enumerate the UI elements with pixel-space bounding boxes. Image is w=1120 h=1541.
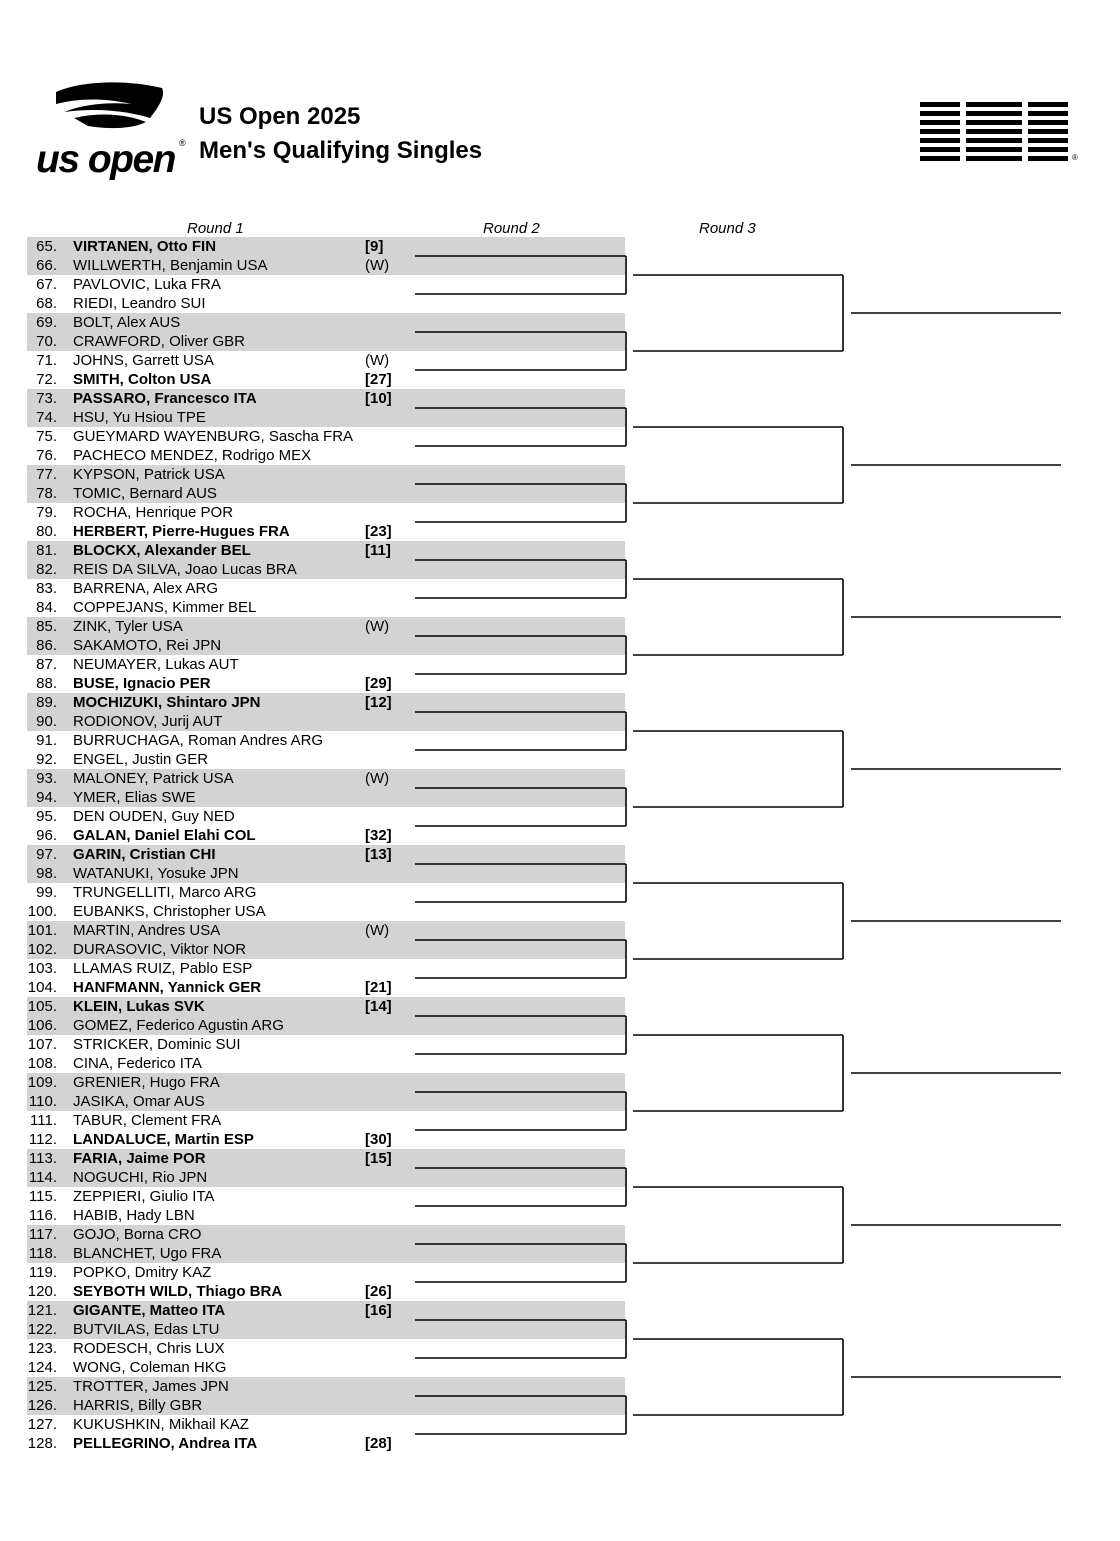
player-name: LANDALUCE, Martin ESP [73, 1131, 254, 1148]
round-2-label: Round 2 [483, 220, 540, 237]
seed-or-entry-tag: [14] [365, 998, 392, 1015]
player-name: SAKAMOTO, Rei JPN [73, 637, 222, 654]
entry-number: 119. [28, 1264, 57, 1281]
player-name: HABIB, Hady LBN [73, 1207, 195, 1224]
entry-number: 65. [36, 238, 57, 255]
entry-number: 86. [36, 637, 57, 654]
entry-number: 114. [28, 1169, 57, 1186]
player-name: WILLWERTH, Benjamin USA [73, 257, 268, 274]
seed-or-entry-tag: (W) [365, 770, 390, 787]
entry-number: 89. [36, 694, 57, 711]
entry-number: 66. [36, 257, 57, 274]
entry-number: 88. [36, 675, 57, 692]
entry-number: 93. [36, 770, 57, 787]
entry-number: 94. [36, 789, 57, 806]
player-name: GOJO, Borna CRO [73, 1226, 202, 1243]
seed-or-entry-tag: [9] [365, 238, 384, 255]
player-name: RIEDI, Leandro SUI [73, 295, 206, 312]
entry-number: 69. [36, 314, 57, 331]
player-name: BUTVILAS, Edas LTU [73, 1321, 220, 1338]
seed-or-entry-tag: (W) [365, 922, 390, 939]
seed-or-entry-tag: (W) [365, 618, 390, 635]
player-name: GOMEZ, Federico Agustin ARG [73, 1017, 284, 1034]
entry-number: 115. [28, 1188, 57, 1205]
entry-number: 109. [27, 1074, 57, 1091]
player-name: RODESCH, Chris LUX [73, 1340, 225, 1357]
seed-or-entry-tag: (W) [365, 352, 390, 369]
entry-number: 83. [36, 580, 57, 597]
entry-number: 108. [27, 1055, 57, 1072]
player-name: FARIA, Jaime POR [73, 1150, 206, 1167]
entry-number: 97. [36, 846, 57, 863]
entry-number: 103. [27, 960, 57, 977]
player-name: GALAN, Daniel Elahi COL [73, 827, 256, 844]
entry-number: 74. [36, 409, 57, 426]
entry-number: 81. [36, 542, 57, 559]
entry-number: 99. [36, 884, 57, 901]
player-name: HERBERT, Pierre-Hugues FRA [73, 523, 290, 540]
player-name: KYPSON, Patrick USA [73, 466, 225, 483]
seed-or-entry-tag: [12] [365, 694, 392, 711]
player-name: MARTIN, Andres USA [73, 922, 221, 939]
player-name: PACHECO MENDEZ, Rodrigo MEX [73, 447, 312, 464]
entry-number: 80. [36, 523, 57, 540]
entry-number: 110. [28, 1093, 57, 1110]
player-name: BARRENA, Alex ARG [73, 580, 219, 597]
player-name: PASSARO, Francesco ITA [73, 390, 257, 407]
seed-or-entry-tag: [32] [365, 827, 392, 844]
player-name: SMITH, Colton USA [73, 371, 212, 388]
seed-or-entry-tag: [16] [365, 1302, 392, 1319]
entry-number: 67. [36, 276, 57, 293]
entry-number: 122. [27, 1321, 57, 1338]
player-name: WONG, Coleman HKG [73, 1359, 227, 1376]
seed-or-entry-tag: [30] [365, 1131, 392, 1148]
player-name: BURRUCHAGA, Roman Andres ARG [73, 732, 324, 749]
entry-number: 79. [36, 504, 57, 521]
player-name: PAVLOVIC, Luka FRA [73, 276, 221, 293]
player-name: STRICKER, Dominic SUI [73, 1036, 241, 1053]
player-name: TROTTER, James JPN [73, 1378, 229, 1395]
player-name: ENGEL, Justin GER [73, 751, 209, 768]
player-name: BLANCHET, Ugo FRA [73, 1245, 222, 1262]
registered-mark: ® [179, 138, 186, 148]
player-name: JASIKA, Omar AUS [73, 1093, 205, 1110]
player-name: KLEIN, Lukas SVK [73, 998, 205, 1015]
player-name: TOMIC, Bernard AUS [73, 485, 217, 502]
seed-or-entry-tag: [13] [365, 846, 392, 863]
entry-number: 78. [36, 485, 57, 502]
entry-number: 120. [27, 1283, 57, 1300]
player-name: HARRIS, Billy GBR [73, 1397, 203, 1414]
round-3-label: Round 3 [699, 220, 756, 237]
entry-number: 73. [36, 390, 57, 407]
player-name: BOLT, Alex AUS [73, 314, 181, 331]
player-name: SEYBOTH WILD, Thiago BRA [73, 1283, 283, 1300]
seed-or-entry-tag: (W) [365, 257, 390, 274]
seed-or-entry-tag: [15] [365, 1150, 392, 1167]
entry-number: 105. [27, 998, 57, 1015]
player-name: NOGUCHI, Rio JPN [73, 1169, 208, 1186]
player-name: GRENIER, Hugo FRA [73, 1074, 220, 1091]
player-name: TABUR, Clement FRA [73, 1112, 222, 1129]
seed-or-entry-tag: [23] [365, 523, 392, 540]
entry-number: 85. [36, 618, 57, 635]
player-name: ZINK, Tyler USA [73, 618, 183, 635]
player-name: DEN OUDEN, Guy NED [73, 808, 235, 825]
player-name: GARIN, Cristian CHI [73, 846, 216, 863]
entry-number: 96. [36, 827, 57, 844]
entry-number: 128. [27, 1435, 57, 1452]
entry-number: 68. [36, 295, 57, 312]
entry-number: 75. [36, 428, 57, 445]
player-name: JOHNS, Garrett USA [73, 352, 214, 369]
player-name: TRUNGELLITI, Marco ARG [73, 884, 257, 901]
seed-or-entry-tag: [29] [365, 675, 392, 692]
entry-number: 100. [27, 903, 57, 920]
player-name: MALONEY, Patrick USA [73, 770, 234, 787]
player-name: CINA, Federico ITA [73, 1055, 202, 1072]
entry-number: 126. [27, 1397, 57, 1414]
draw-title: Men's Qualifying Singles [199, 137, 483, 164]
seed-or-entry-tag: [26] [365, 1283, 392, 1300]
entry-number: 76. [36, 447, 57, 464]
player-name: BLOCKX, Alexander BEL [73, 542, 251, 559]
player-name: NEUMAYER, Lukas AUT [73, 656, 239, 673]
seed-or-entry-tag: [10] [365, 390, 392, 407]
entry-number: 124. [27, 1359, 57, 1376]
entry-number: 87. [36, 656, 57, 673]
entry-number: 106. [27, 1017, 57, 1034]
player-name: EUBANKS, Christopher USA [73, 903, 266, 920]
player-name: ROCHA, Henrique POR [73, 504, 234, 521]
entry-number: 127. [27, 1416, 57, 1433]
entry-number: 82. [36, 561, 57, 578]
ibm-reg-mark: ® [1072, 153, 1078, 162]
player-name: KUKUSHKIN, Mikhail KAZ [73, 1416, 249, 1433]
us-open-wordmark: us open [36, 138, 176, 181]
entry-number: 125. [27, 1378, 57, 1395]
entry-number: 121. [27, 1302, 57, 1319]
entry-number: 107. [27, 1036, 57, 1053]
entry-number: 72. [36, 371, 57, 388]
seed-or-entry-tag: [27] [365, 371, 392, 388]
entry-number: 70. [36, 333, 57, 350]
entry-number: 123. [27, 1340, 57, 1357]
player-name: GIGANTE, Matteo ITA [73, 1302, 226, 1319]
player-name: DURASOVIC, Viktor NOR [73, 941, 247, 958]
seed-or-entry-tag: [21] [365, 979, 392, 996]
player-name: RODIONOV, Jurij AUT [73, 713, 223, 730]
player-name: BUSE, Ignacio PER [73, 675, 211, 692]
entry-number: 104. [27, 979, 57, 996]
round-1-label: Round 1 [187, 220, 244, 237]
entry-number: 101. [27, 922, 57, 939]
player-name: GUEYMARD WAYENBURG, Sascha FRA [73, 428, 354, 445]
entry-number: 102. [27, 941, 57, 958]
player-name: MOCHIZUKI, Shintaro JPN [73, 694, 261, 711]
entry-number: 117. [28, 1226, 57, 1243]
player-name: CRAWFORD, Oliver GBR [73, 333, 245, 350]
player-name: LLAMAS RUIZ, Pablo ESP [73, 960, 253, 977]
player-name: ZEPPIERI, Giulio ITA [73, 1188, 215, 1205]
player-name: YMER, Elias SWE [73, 789, 196, 806]
player-name: PELLEGRINO, Andrea ITA [73, 1435, 258, 1452]
player-name: HSU, Yu Hsiou TPE [73, 409, 206, 426]
entry-number: 113. [28, 1150, 57, 1167]
entry-number: 95. [36, 808, 57, 825]
entry-number: 118. [28, 1245, 57, 1262]
entry-number: 98. [36, 865, 57, 882]
entry-number: 84. [36, 599, 57, 616]
entry-number: 91. [36, 732, 57, 749]
entry-number: 90. [36, 713, 57, 730]
event-title: US Open 2025 [199, 103, 361, 130]
entry-number: 71. [36, 352, 57, 369]
seed-or-entry-tag: [11] [365, 542, 391, 559]
player-name: WATANUKI, Yosuke JPN [73, 865, 239, 882]
entry-number: 116. [28, 1207, 57, 1224]
entry-number: 111. [30, 1112, 57, 1129]
seed-or-entry-tag: [28] [365, 1435, 392, 1452]
player-name: REIS DA SILVA, Joao Lucas BRA [73, 561, 297, 578]
player-name: HANFMANN, Yannick GER [73, 979, 262, 996]
player-name: COPPEJANS, Kimmer BEL [73, 599, 257, 616]
entry-number: 77. [36, 466, 57, 483]
entry-number: 92. [36, 751, 57, 768]
entry-number: 112. [28, 1131, 57, 1148]
player-name: POPKO, Dmitry KAZ [73, 1264, 212, 1281]
player-name: VIRTANEN, Otto FIN [73, 238, 217, 255]
